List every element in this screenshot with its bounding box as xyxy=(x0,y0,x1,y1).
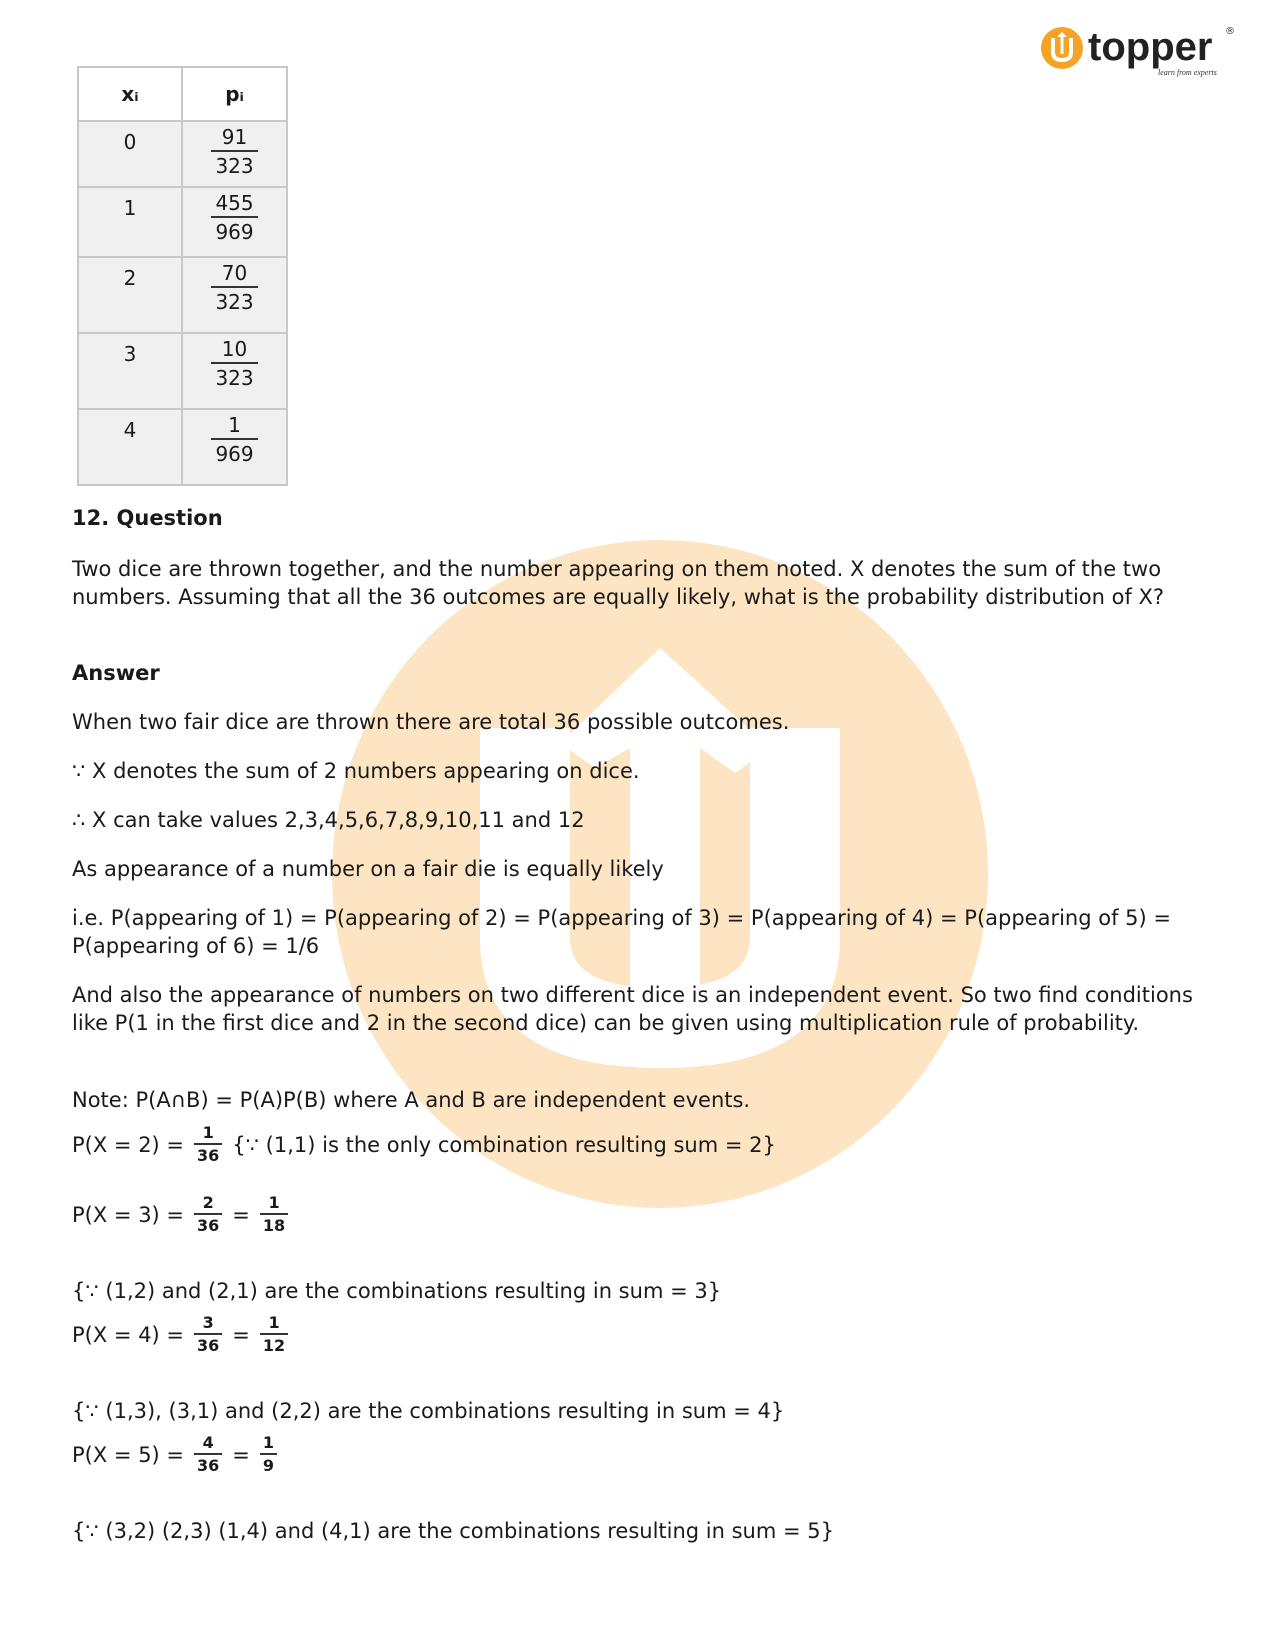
combination-note: {∵ (3,2) (2,3) (1,4) and (4,1) are the combinations resulting in sum = 5} xyxy=(72,1519,834,1543)
x-value: 0 xyxy=(123,130,137,154)
question-heading: 12. Question xyxy=(72,506,223,530)
table-row xyxy=(78,257,287,333)
fraction: $\frac{1}{18}$ xyxy=(260,1193,288,1237)
table-header-row xyxy=(78,67,287,121)
table-row xyxy=(78,121,287,187)
logo-tagline-text: learn from experts xyxy=(1158,68,1217,77)
answer-paragraph: When two fair dice are thrown there are total 36 possible outcomes. xyxy=(72,710,790,734)
combination-note: {∵ (1,2) and (2,1) are the combinations resulting in sum = 3} xyxy=(72,1279,722,1303)
fraction: $\frac{2}{36}$ xyxy=(194,1193,222,1237)
p-fraction: $\frac{70}{323}$ xyxy=(213,260,255,316)
p-fraction: $\frac{1}{969}$ xyxy=(213,412,255,468)
header-p: pᵢ xyxy=(182,67,287,121)
table-row xyxy=(78,409,287,485)
table-row xyxy=(78,187,287,257)
p-fraction: $\frac{10}{323}$ xyxy=(213,336,255,392)
p-fraction: $\frac{91}{323}$ xyxy=(213,124,255,180)
answer-note: Note: P(A∩B) = P(A)P(B) where A and B are independent events. xyxy=(72,1088,751,1112)
equation-p-x-5: P(X = 5) = $\frac{4}{36}$ = $\frac{1}{9}$ xyxy=(72,1430,279,1480)
x-value: 3 xyxy=(123,342,137,366)
x-value: 2 xyxy=(123,266,137,290)
header-x: xᵢ xyxy=(78,67,182,121)
fraction: $\frac{4}{36}$ xyxy=(194,1433,222,1477)
topper-logo xyxy=(1040,20,1240,82)
x-value: 1 xyxy=(123,196,137,220)
answer-paragraph: ∴ X can take values 2,3,4,5,6,7,8,9,10,11 and 12 xyxy=(72,808,585,832)
fraction: $\frac{1}{12}$ xyxy=(260,1313,288,1357)
equation-p-x-2: P(X = 2) = $\frac{1}{36}$ {∵ (1,1) is the only combination resulting sum = 2} xyxy=(72,1123,776,1165)
x-value: 4 xyxy=(123,418,137,442)
logo-brand-text: topper xyxy=(1088,25,1213,69)
equation-p-x-4: P(X = 4) = $\frac{3}{36}$ = $\frac{1}{12}$ xyxy=(72,1310,290,1360)
answer-paragraph: And also the appearance of numbers on two different dice is an independent event. So two find conditions like P(1 in the first dice and 2 in the second dice) can be given using multiplication rule of probability. xyxy=(72,983,1193,1035)
table-row xyxy=(78,333,287,409)
equation-p-x-3: P(X = 3) = $\frac{2}{36}$ = $\frac{1}{18}$ xyxy=(72,1190,290,1240)
answer-paragraph: i.e. P(appearing of 1) = P(appearing of 2) = P(appearing of 3) = P(appearing of 4) = P(appearing of 5) = P(appearing of 6) = 1/6 xyxy=(72,906,1171,958)
answer-heading: Answer xyxy=(72,661,160,685)
fraction: $\frac{3}{36}$ xyxy=(194,1313,222,1357)
probability-distribution-table xyxy=(77,66,288,486)
question-text: Two dice are thrown together, and the number appearing on them noted. X denotes the sum of the two numbers. Assuming that all the 36 outcomes are equally likely, what is the probability distribution of X? xyxy=(72,557,1165,609)
answer-paragraph: ∵ X denotes the sum of 2 numbers appearing on dice. xyxy=(72,759,640,783)
fraction: $\frac{1}{9}$ xyxy=(260,1433,277,1477)
combination-note: {∵ (1,3), (3,1) and (2,2) are the combinations resulting in sum = 4} xyxy=(72,1399,785,1423)
fraction: $\frac{1}{36}$ xyxy=(194,1123,222,1167)
p-fraction: $\frac{455}{969}$ xyxy=(213,190,255,246)
logo-registered-mark: ® xyxy=(1225,26,1235,37)
answer-paragraph: As appearance of a number on a fair die is equally likely xyxy=(72,857,664,881)
